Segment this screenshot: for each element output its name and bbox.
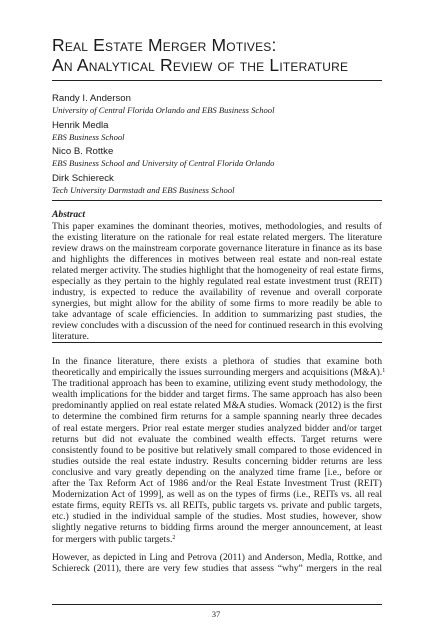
body-line: consistently found to be positive but relatively small compared to those evidenced in: [52, 444, 382, 456]
author-affiliation: EBS Business School and University of Central Florida Orlando: [52, 158, 275, 168]
author-entry: [52, 93, 382, 116]
abstract-line: the existing literature on the rationale for real estate related mergers. The literature: [52, 231, 382, 243]
body-line: to determine the combined firm returns for a sample spanning nearly three decades: [52, 411, 382, 423]
title-rule: [52, 80, 382, 81]
abstract-line: review draws on the mainstream corporate governance literature in finance as its base: [52, 242, 382, 254]
abstract-rule: [52, 342, 382, 343]
body-line: The traditional approach has been to examine, utilizing event study methodology, the: [52, 378, 382, 390]
paragraph: [52, 356, 386, 545]
title-line-1: Real Estate Merger Motives:: [52, 35, 277, 55]
abstract-line: review concludes with a discussion of the need for continued research in this evolving: [52, 320, 383, 332]
author-entry: [52, 120, 382, 143]
abstract-line: synergies, but might allow for the ability of some firms to more readily be able to: [52, 298, 382, 310]
body-line-text: for mergers with public targets.: [52, 533, 173, 545]
author-name: Randy I. Anderson: [52, 93, 131, 104]
body-line: In the finance literature, there exists a plethora of studies that examine both: [52, 356, 382, 367]
body-line: conclusive and vary greatly depending on the analyzed time frame [i.e., before or: [52, 466, 382, 478]
author-affiliation: University of Central Florida Orlando and EBS Business School: [52, 105, 275, 115]
author-affiliation: Tech University Darmstadt and EBS Business School: [52, 184, 235, 195]
abstract-heading: Abstract: [52, 209, 86, 220]
author-name: Nico B. Rottke: [52, 146, 114, 157]
body-line: slightly negative returns to bidding firms around the merger announcement, at least: [52, 522, 382, 534]
body-line: returns but did not evaluate the combined wealth effects. Target returns were: [52, 433, 382, 445]
author-name: Henrik Medla: [52, 119, 109, 131]
body-line: after the Tax Reform Act of 1986 and/or the Real Estate Investment Trust (REIT): [52, 478, 382, 490]
body-line: Modernization Act of 1999], as well as on the types of firms (i.e., REITs vs. all real: [52, 489, 382, 501]
footnote-marker[interactable]: 2: [172, 534, 176, 541]
abstract-section: [52, 209, 382, 343]
body-line: etc.) studied in the individual sample of the studies. Most studies, however, show: [52, 511, 382, 523]
paper-title: [52, 35, 382, 75]
body-line: However, as depicted in Ling and Petrova (2011) and Anderson, Medla, Rottke, and: [52, 551, 382, 563]
author-list: [52, 93, 382, 199]
body-line: predominantly applied on real estate related M&A studies. Womack (2012) is the first: [52, 400, 382, 412]
body-line: estate firms, equity REITs vs. all REITs, public targets vs. private and public targets,: [52, 500, 382, 512]
body-text: [52, 356, 386, 581]
abstract-line: especially as they pertain to the highly regulated real estate investment trust (REIT): [52, 275, 382, 287]
authors-rule: [52, 200, 382, 201]
body-line: [52, 534, 382, 545]
body-line: Schiereck (2011), there are very few studies that assess “why” mergers in the real: [52, 562, 382, 574]
author-affiliation: EBS Business School: [52, 131, 125, 142]
abstract-line: This paper examines the dominant theories, motives, methodologies, and results of: [52, 220, 382, 232]
author-entry: [52, 146, 382, 169]
abstract-line: literature.: [52, 331, 90, 343]
page-number: 37: [211, 609, 221, 619]
abstract-line: take advantage of scale efficiencies. In addition to summarizing past studies, the: [52, 309, 382, 321]
abstract-line: related merger activity. The studies highlight that the homogeneity of real estate firms,: [52, 264, 384, 276]
footer-rule: [52, 604, 382, 605]
title-line-2: An Analytical Review of the Literature: [52, 55, 349, 75]
paragraph: [52, 552, 382, 574]
abstract-line: and highlights the differences in motives between real estate and non-real estate: [52, 253, 382, 265]
body-line: [52, 367, 386, 379]
footnote-marker[interactable]: 1: [382, 368, 386, 375]
author-name: Dirk Schiereck: [52, 172, 114, 184]
author-entry: [52, 173, 382, 196]
body-line: studies outside the real estate industry. Results concerning bidder returns are less: [52, 455, 382, 467]
body-line: wealth implications for the bidder and target firms. The same approach has also been: [52, 389, 382, 401]
abstract-line: industry, is expected to reduce the availability of revenue and overall corporate: [52, 287, 382, 299]
body-line-text: theoretically and empirically the issues surrounding mergers and acquisitions (M&A).: [52, 367, 383, 379]
body-line: of real estate mergers. Prior real estate merger studies analyzed bidder and/or target: [52, 422, 382, 434]
